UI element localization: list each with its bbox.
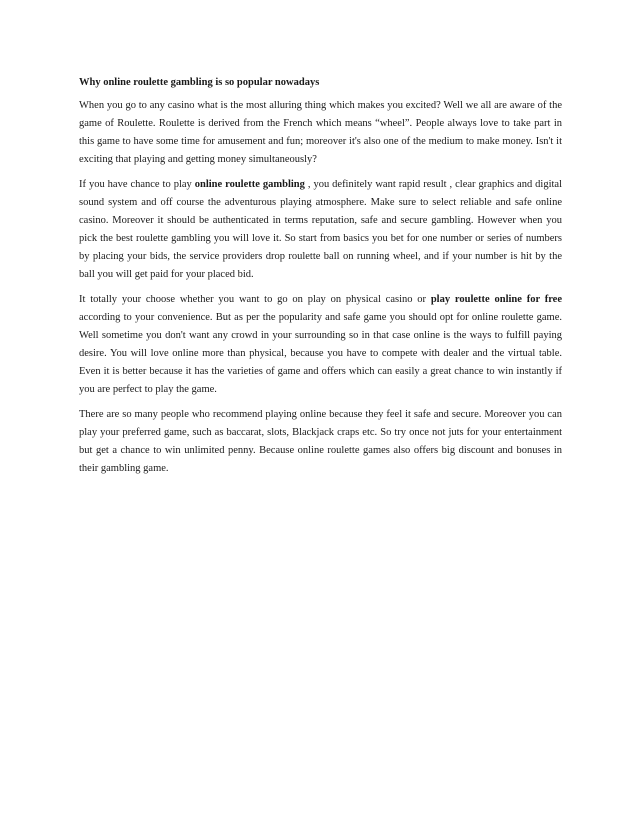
paragraph-play-free [79,291,562,399]
document-body [79,74,562,485]
paragraph-text: It totally your choose whether you want to go on play on physical casino or [79,294,431,305]
keyword-online-roulette-gambling: online roulette gambling [194,179,305,190]
paragraph-text: according to your convenience. But as per the popularity and safe game you should opt for online roulette game. Well sometime you don't want any crowd in your surrounding so in that case online is the ways to fulfill paying desire. You will love online more than physical, because you have to compete with dealer and the virtual table. Even it is better because it has the varieties of game and offers which can easily a great chance to win instantly if you are perfect to play the game. [79,312,562,395]
keyword-play-roulette-online-free: play roulette online for free [430,294,562,305]
document-title: Why online roulette gambling is so popular nowadays [79,77,320,88]
paragraph-text: , you definitely want rapid result , clear graphics and digital sound system and off course the adventurous playing atmosphere. Make sure to select reliable and safe online casino. Moreover it should be authenticated in terms reputation, safe and secure gambling. However when you pick the best roulette gambling you will love it. So start from basics you bet for one number or series of numbers by placing your bids, the service providers drop roulette ball on running wheel, and if your number is hit by the ball you will get paid for your placed bid. [79,179,562,280]
paragraph-online-gambling [79,176,562,284]
paragraph-text: If you have chance to play [79,179,195,190]
paragraph-recommend: There are so many people who recommend playing online because they feel it safe and secure. Moreover you can play your preferred game, such as baccarat, slots, Blackjack craps etc. So try once not juts for your entertainment but get a chance to win unlimited penny. Because online roulette games also offers big discount and bonuses in their gambling game. [79,409,562,474]
paragraph-intro: When you go to any casino what is the most alluring thing which makes you excited? Well we all are aware of the game of Roulette. Roulette is derived from the French which means “wheel”. People always love to take part in this game to have some time for amusement and fun; moreover it's also one of the medium to make money. Isn't it exciting that playing and getting money simultaneously? [79,100,562,165]
